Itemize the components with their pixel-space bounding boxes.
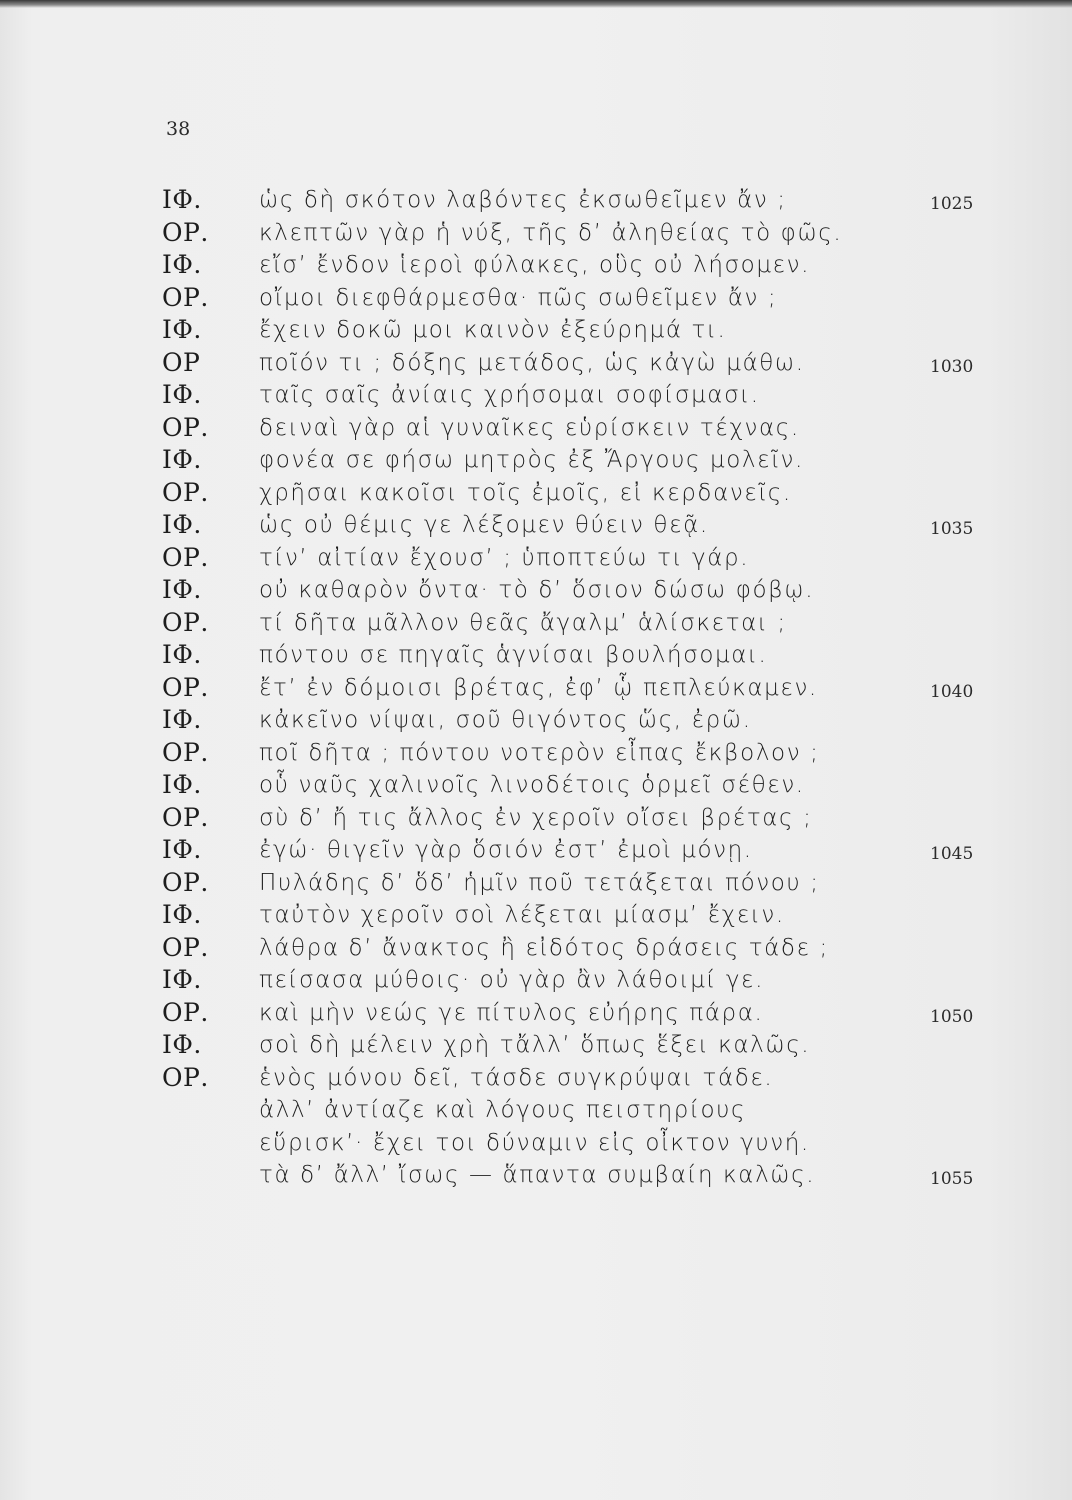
verse-line xyxy=(0,314,1072,347)
speaker-label: ΙΦ. xyxy=(162,185,202,214)
speaker-label: ΟΡ. xyxy=(162,607,209,637)
verse-line xyxy=(0,1159,1072,1192)
verse-text: πείσασα μύθοις· οὐ γὰρ ἂν λάθοιμί γε. xyxy=(259,967,765,993)
verse-text: ἐγώ· θιγεῖν γὰρ ὅσιόν ἐστ’ ἐμοὶ μόνῃ. xyxy=(259,837,753,863)
verse-text: σὺ δ’ ἤ τις ἄλλος ἐν χεροῖν οἴσει βρέτας ; xyxy=(259,804,813,831)
speaker-label: ΙΦ. xyxy=(162,315,202,344)
verse-line xyxy=(0,412,1072,445)
verse-text: ἀλλ’ ἀντίαζε καὶ λόγους πειστηρίους xyxy=(259,1097,747,1123)
speaker-label: ΙΦ. xyxy=(162,640,202,669)
verse-text: τίν’ αἰτίαν ἔχουσ’ ; ὑποπτεύω τι γάρ. xyxy=(259,544,750,571)
speaker-label: ΟΡ. xyxy=(162,802,209,832)
verse-text: εἴσ’ ἔνδον ἱεροὶ φύλακες, οὓς οὐ λήσομεν. xyxy=(259,252,810,278)
verse-line xyxy=(0,217,1072,250)
verse-text: ταῖς σαῖς ἀνίαις χρήσομαι σοφίσμασι. xyxy=(259,382,760,408)
verse-line xyxy=(0,1062,1072,1095)
speaker-label: ΙΦ. xyxy=(162,1030,202,1059)
verse-text: σοὶ δὴ μέλειν χρὴ τἄλλ’ ὅπως ἕξει καλῶς. xyxy=(259,1032,811,1058)
verse-text: οὗ ναῦς χαλινοῖς λινοδέτοις ὁρμεῖ σέθεν. xyxy=(259,772,805,798)
speaker-label: ΙΦ. xyxy=(162,510,202,539)
page-top-edge xyxy=(0,0,1072,8)
speaker-label: ΟΡ. xyxy=(162,477,209,507)
verse-text: πόντου σε πηγαῖς ἁγνίσαι βουλήσομαι. xyxy=(259,642,768,668)
verse-line xyxy=(0,867,1072,900)
page-number: 38 xyxy=(166,118,191,140)
verse-text: ἔτ’ ἐν δόμοισι βρέτας, ἐφ’ ᾧ πεπλεύκαμεν. xyxy=(259,674,818,701)
verse-text: ἔχειν δοκῶ μοι καινὸν ἐξεύρημά τι. xyxy=(259,317,727,343)
verse-lines xyxy=(0,184,1072,1192)
speaker-label: ΟΡ. xyxy=(162,542,209,572)
verse-line xyxy=(0,737,1072,770)
verse-line xyxy=(0,672,1072,705)
line-number: 1030 xyxy=(930,356,974,377)
speaker-label: ΙΦ. xyxy=(162,575,202,604)
speaker-label: ΟΡ. xyxy=(162,867,209,897)
speaker-label: ΙΦ. xyxy=(162,900,202,929)
verse-line xyxy=(0,1127,1072,1160)
verse-line xyxy=(0,444,1072,477)
verse-line xyxy=(0,769,1072,802)
speaker-label: ΟΡ. xyxy=(162,932,209,962)
verse-line xyxy=(0,932,1072,965)
verse-text: χρῆσαι κακοῖσι τοῖς ἐμοῖς, εἰ κερδανεῖς. xyxy=(259,479,792,506)
line-number: 1025 xyxy=(930,194,974,214)
verse-text: οὐ καθαρὸν ὄντα· τὸ δ’ ὅσιον δώσω φόβῳ. xyxy=(259,577,815,603)
line-number: 1040 xyxy=(930,681,974,702)
verse-line xyxy=(0,1094,1072,1127)
speaker-label: ΙΦ. xyxy=(162,705,202,734)
verse-text: ὡς δὴ σκότον λαβόντες ἐκσωθεῖμεν ἄν ; xyxy=(259,187,787,213)
verse-line xyxy=(0,1029,1072,1062)
verse-text: κλεπτῶν γὰρ ἡ νύξ, τῆς δ’ ἀληθείας τὸ φῶς. xyxy=(259,219,843,246)
speaker-label: ΙΦ. xyxy=(162,835,202,864)
verse-text: ἑνὸς μόνου δεῖ, τάσδε συγκρύψαι τάδε. xyxy=(259,1064,774,1091)
speaker-label: ΙΦ. xyxy=(162,445,202,474)
verse-line xyxy=(0,997,1072,1030)
verse-line xyxy=(0,542,1072,575)
line-number: 1035 xyxy=(930,519,974,539)
speaker-label: ΟΡ. xyxy=(162,1062,209,1092)
speaker-label: ΟΡ. xyxy=(162,217,209,247)
verse-text: ὡς οὐ θέμις γε λέξομεν θύειν θεᾷ. xyxy=(259,512,709,538)
verse-line xyxy=(0,704,1072,737)
speaker-label: ΟΡ. xyxy=(162,737,209,767)
verse-line xyxy=(0,249,1072,282)
verse-text: τὰ δ’ ἄλλ’ ἴσως — ἅπαντα συμβαίη καλῶς. xyxy=(259,1162,816,1188)
speaker-label: ΙΦ. xyxy=(162,250,202,279)
verse-text: ποῖόν τι ; δόξης μετάδος, ὡς κἀγὼ μάθω. xyxy=(259,349,805,376)
verse-text: καὶ μὴν νεώς γε πίτυλος εὐήρης πάρα. xyxy=(259,999,764,1026)
verse-line xyxy=(0,899,1072,932)
speaker-label: ΟΡ. xyxy=(162,282,209,312)
verse-line xyxy=(0,574,1072,607)
verse-line xyxy=(0,834,1072,867)
verse-line xyxy=(0,347,1072,380)
verse-line xyxy=(0,964,1072,997)
speaker-label: ΟΡ. xyxy=(162,997,209,1027)
verse-line xyxy=(0,509,1072,542)
speaker-label: ΙΦ. xyxy=(162,770,202,799)
verse-text: ταὐτὸν χεροῖν σοὶ λέξεται μίασμ’ ἔχειν. xyxy=(259,902,785,928)
verse-text: οἴμοι διεφθάρμεσθα· πῶς σωθεῖμεν ἄν ; xyxy=(259,284,778,311)
verse-text: Πυλάδης δ’ ὅδ’ ἡμῖν ποῦ τετάξεται πόνου ; xyxy=(259,869,820,896)
verse-line xyxy=(0,607,1072,640)
verse-text: ποῖ δῆτα ; πόντου νοτερὸν εἶπας ἔκβολον ; xyxy=(259,739,820,766)
verse-line xyxy=(0,379,1072,412)
verse-text: δειναὶ γὰρ αἱ γυναῖκες εὑρίσκειν τέχνας. xyxy=(259,414,800,441)
speaker-label: ΟΡ. xyxy=(162,412,209,442)
verse-text: φονέα σε φήσω μητρὸς ἐξ Ἄργους μολεῖν. xyxy=(259,447,804,473)
speaker-label: ΟΡ xyxy=(162,347,201,377)
line-number: 1045 xyxy=(930,844,974,864)
speaker-label: ΙΦ. xyxy=(162,380,202,409)
speaker-label: ΙΦ. xyxy=(162,965,202,994)
verse-text: λάθρα δ’ ἄνακτος ἢ εἰδότος δράσεις τάδε ; xyxy=(259,934,829,961)
verse-line xyxy=(0,802,1072,835)
line-number: 1055 xyxy=(930,1169,974,1189)
verse-text: εὕρισκ’· ἔχει τοι δύναμιν εἰς οἶκτον γυνή. xyxy=(259,1129,810,1156)
verse-line xyxy=(0,184,1072,217)
speaker-label: ΟΡ. xyxy=(162,672,209,702)
line-number: 1050 xyxy=(930,1006,974,1027)
verse-line xyxy=(0,282,1072,315)
verse-line xyxy=(0,477,1072,510)
verse-text: κἀκεῖνο νίψαι, σοῦ θιγόντος ὥς, ἐρῶ. xyxy=(259,707,752,733)
verse-line xyxy=(0,639,1072,672)
verse-text: τί δῆτα μᾶλλον θεᾶς ἄγαλμ’ ἁλίσκεται ; xyxy=(259,609,787,636)
